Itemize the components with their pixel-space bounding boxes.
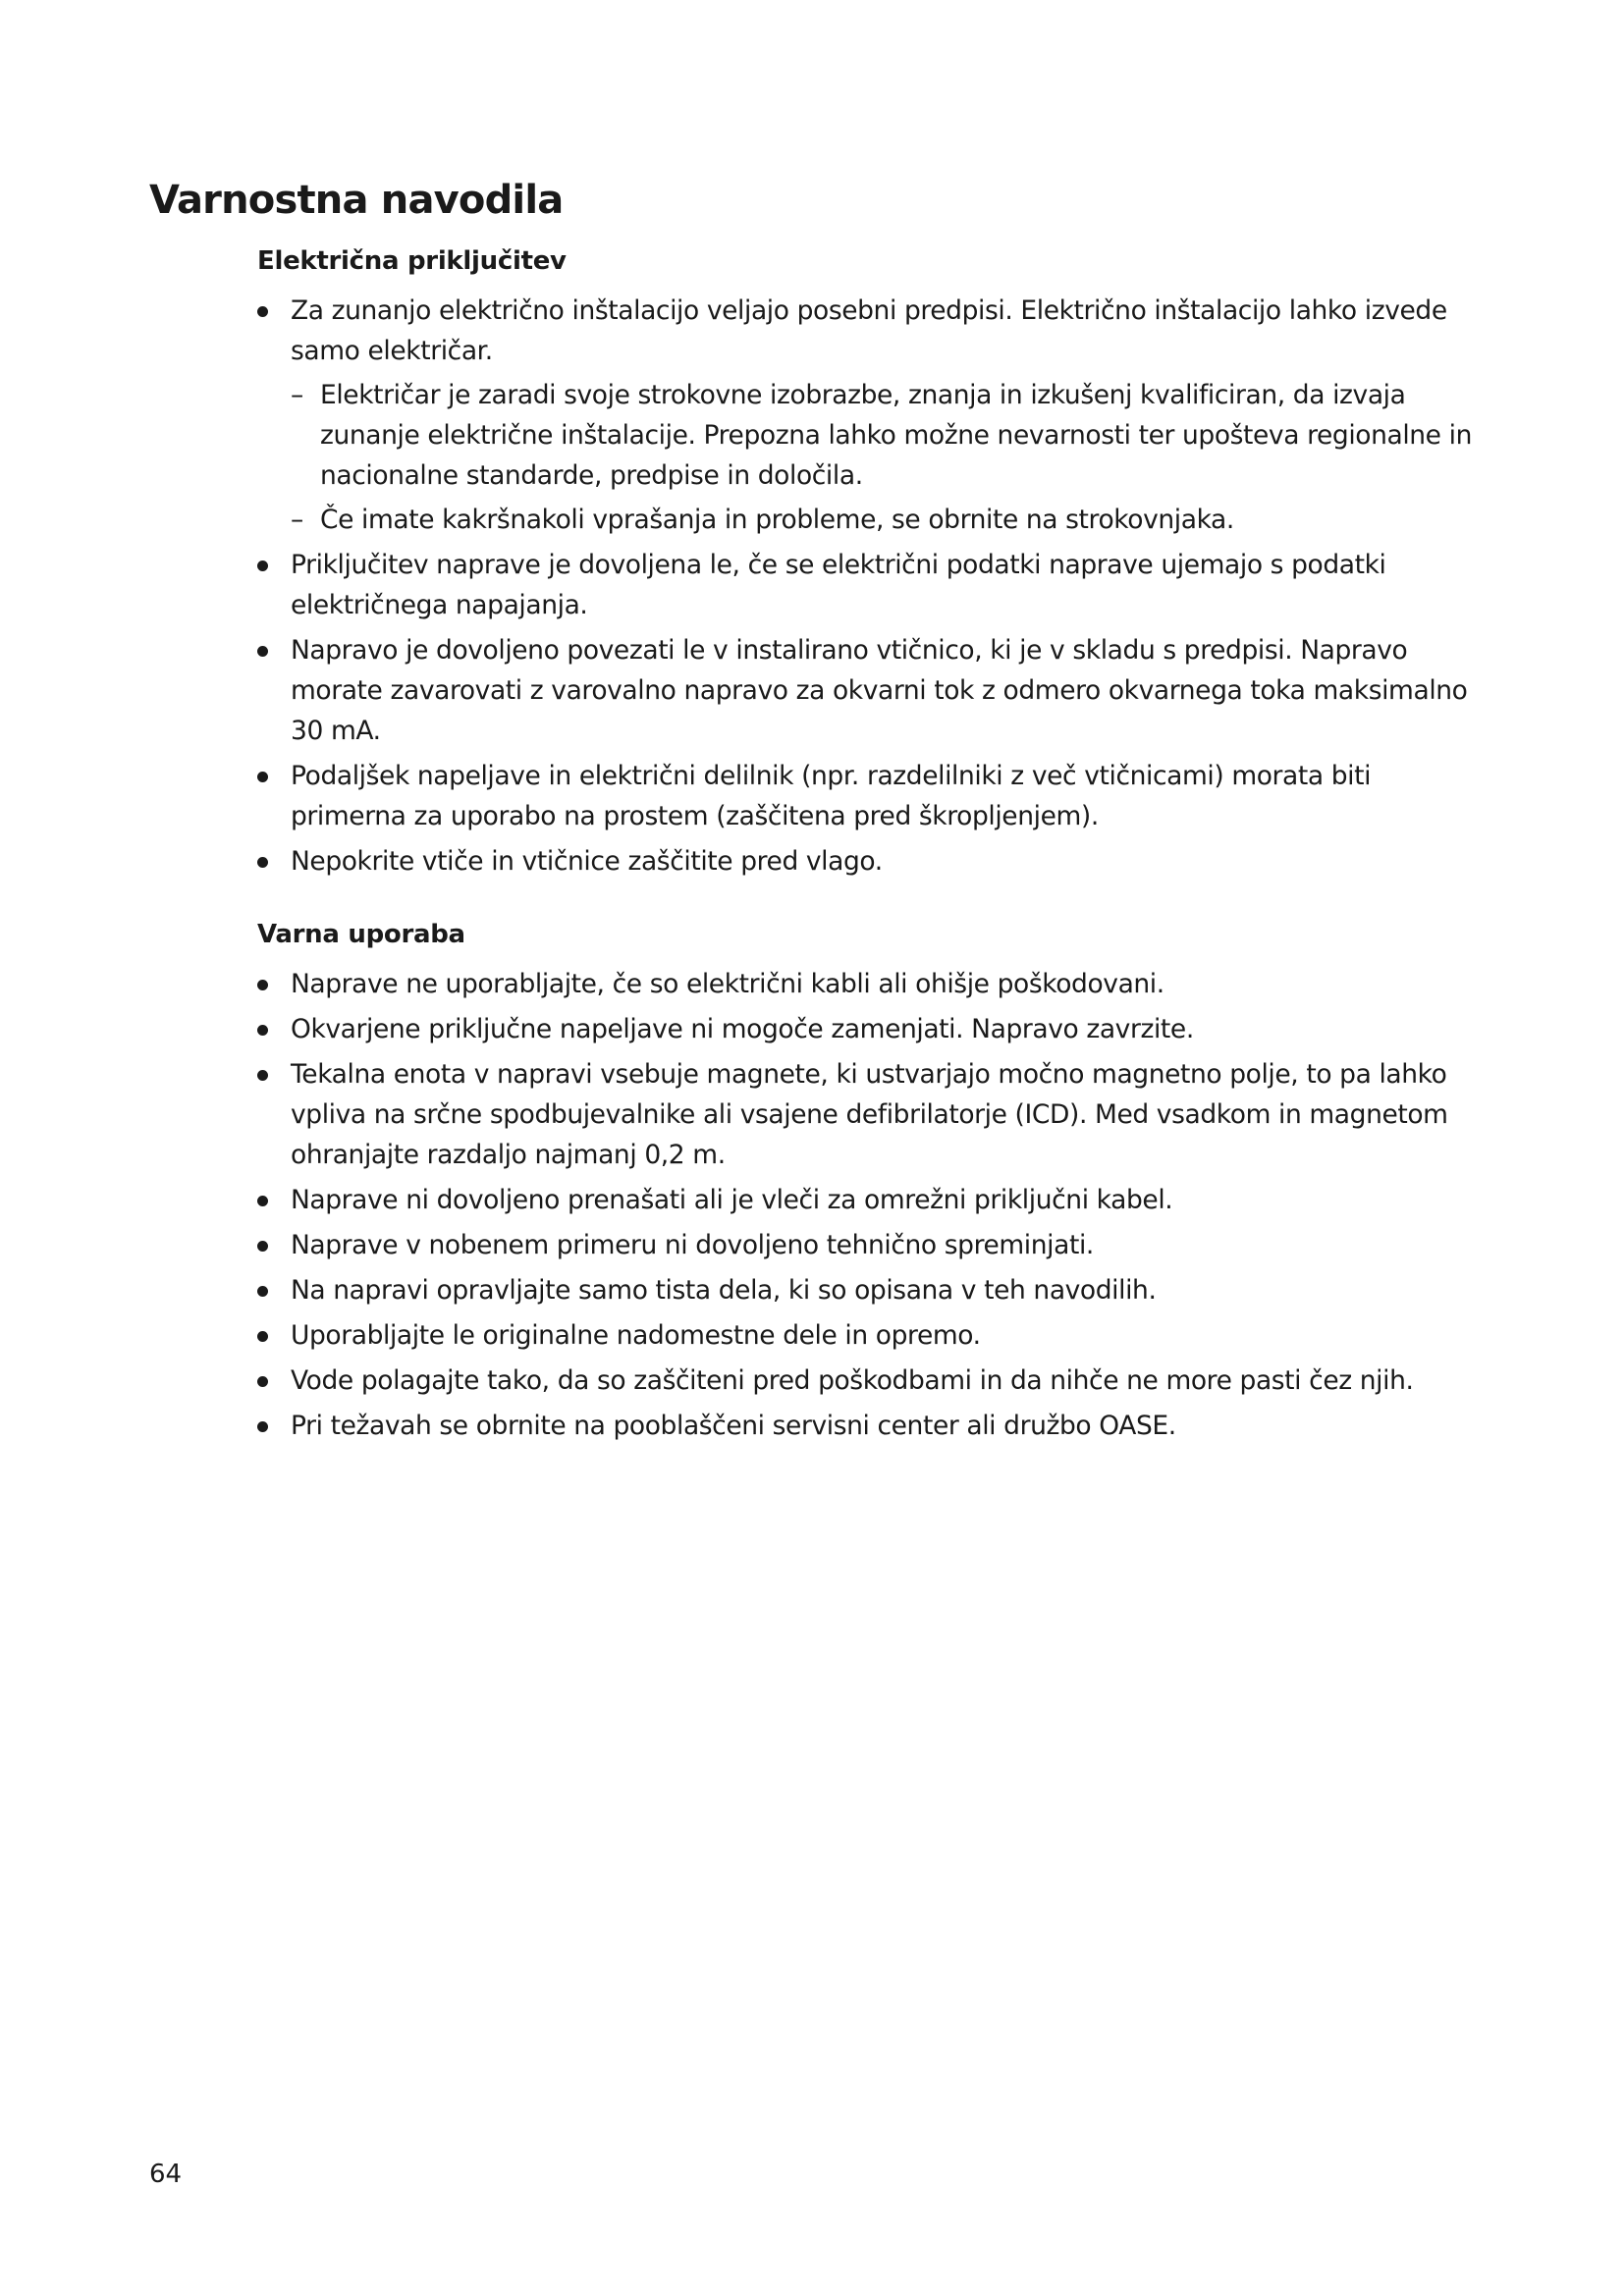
section-heading: Varna uporaba — [257, 919, 465, 949]
sub-list-item-text: Električar je zaradi svoje strokovne izobrazbe, znanja in izkušenj kvalificiran, da izvaja zunanje električne inštalacije. Prepozna lahko možne nevarnosti ter upošteva regionalne in nacionalne standarde, predpise in določila. — [320, 379, 1472, 491]
dash-icon: – — [291, 379, 303, 410]
list-item — [257, 1225, 1485, 1265]
bullet-icon — [257, 980, 268, 990]
list-item — [257, 1054, 1485, 1175]
list-item — [257, 1270, 1485, 1310]
section-heading: Električna priključitev — [257, 246, 567, 276]
list-item-text: Okvarjene priključne napeljave ni mogoče zamenjati. Napravo zavrzite. — [291, 1013, 1194, 1044]
list-item — [257, 1315, 1485, 1356]
bullet-icon — [257, 306, 268, 317]
bullet-icon — [257, 561, 268, 571]
list-item-text: Pri težavah se obrnite na pooblaščeni servisni center ali družbo OASE. — [291, 1410, 1176, 1441]
page-number: 64 — [149, 2160, 183, 2189]
bullet-icon — [257, 1025, 268, 1036]
bullet-icon — [257, 1241, 268, 1252]
bullet-list — [257, 291, 1485, 881]
bullet-icon — [257, 1196, 268, 1206]
bullet-list — [257, 964, 1485, 1446]
section-safe-use — [257, 919, 1485, 1446]
sub-list — [291, 375, 1485, 540]
list-item-text: Naprave ne uporabljajte, če so električni kabli ali ohišje poškodovani. — [291, 968, 1164, 999]
list-item-text: Naprave ni dovoljeno prenašati ali je vleči za omrežni priključni kabel. — [291, 1184, 1173, 1215]
list-item — [257, 1180, 1485, 1220]
bullet-icon — [257, 1421, 268, 1432]
bullet-icon — [257, 857, 268, 868]
list-item — [257, 756, 1485, 836]
bullet-icon — [257, 772, 268, 782]
list-item-text: Priključitev naprave je dovoljena le, če se električni podatki naprave ujemajo s podatki električnega napajanja. — [291, 549, 1386, 620]
list-item — [257, 291, 1485, 540]
safety-content — [257, 245, 1485, 1451]
bullet-icon — [257, 1376, 268, 1387]
list-item-text: Na napravi opravljajte samo tista dela, ki so opisana v teh navodilih. — [291, 1274, 1157, 1306]
list-item — [257, 630, 1485, 751]
list-item — [257, 545, 1485, 625]
bullet-icon — [257, 1070, 268, 1081]
sub-list-item — [291, 375, 1485, 496]
dash-icon: – — [291, 504, 303, 535]
list-item — [257, 964, 1485, 1004]
list-item-text: Nepokrite vtiče in vtičnice zaščitite pred vlago. — [291, 845, 883, 877]
page-title: Varnostna navodila — [149, 178, 564, 223]
bullet-icon — [257, 1286, 268, 1297]
list-item — [257, 1406, 1485, 1446]
bullet-icon — [257, 646, 268, 657]
list-item-text: Podaljšek napeljave in električni delilnik (npr. razdelilniki z več vtičnicami) morata biti primerna za uporabo na prostem (zaščitena pred škropljenjem). — [291, 760, 1372, 831]
sub-list-item — [291, 500, 1485, 540]
list-item — [257, 1361, 1485, 1401]
list-item-text: Napravo je dovoljeno povezati le v instalirano vtičnico, ki je v skladu s predpisi. Napravo morate zavarovati z varovalno napravo za okvarni tok z odmero okvarnega toka maksimalno 30 mA. — [291, 634, 1468, 746]
list-item — [257, 841, 1485, 881]
list-item-text: Uporabljajte le originalne nadomestne dele in opremo. — [291, 1319, 981, 1351]
sub-list-item-text: Če imate kakršnakoli vprašanja in probleme, se obrnite na strokovnjaka. — [320, 504, 1234, 535]
bullet-icon — [257, 1331, 268, 1342]
section-electrical-connection — [257, 245, 1485, 881]
list-item-text: Naprave v nobenem primeru ni dovoljeno tehnično spreminjati. — [291, 1229, 1094, 1260]
list-item-text: Tekalna enota v napravi vsebuje magnete, ki ustvarjajo močno magnetno polje, to pa lahko vpliva na srčne spodbujevalnike ali vsajene defibrilatorje (ICD). Med vsadkom in magnetom ohranjajte razdaljo najmanj 0,2 m. — [291, 1058, 1448, 1170]
list-item-text: Za zunanjo električno inštalacijo veljajo posebni predpisi. Električno inštalacijo lahko izvede samo električar. — [291, 294, 1447, 366]
list-item — [257, 1009, 1485, 1049]
list-item-text: Vode polagajte tako, da so zaščiteni pred poškodbami in da nihče ne more pasti čez njih. — [291, 1364, 1414, 1396]
